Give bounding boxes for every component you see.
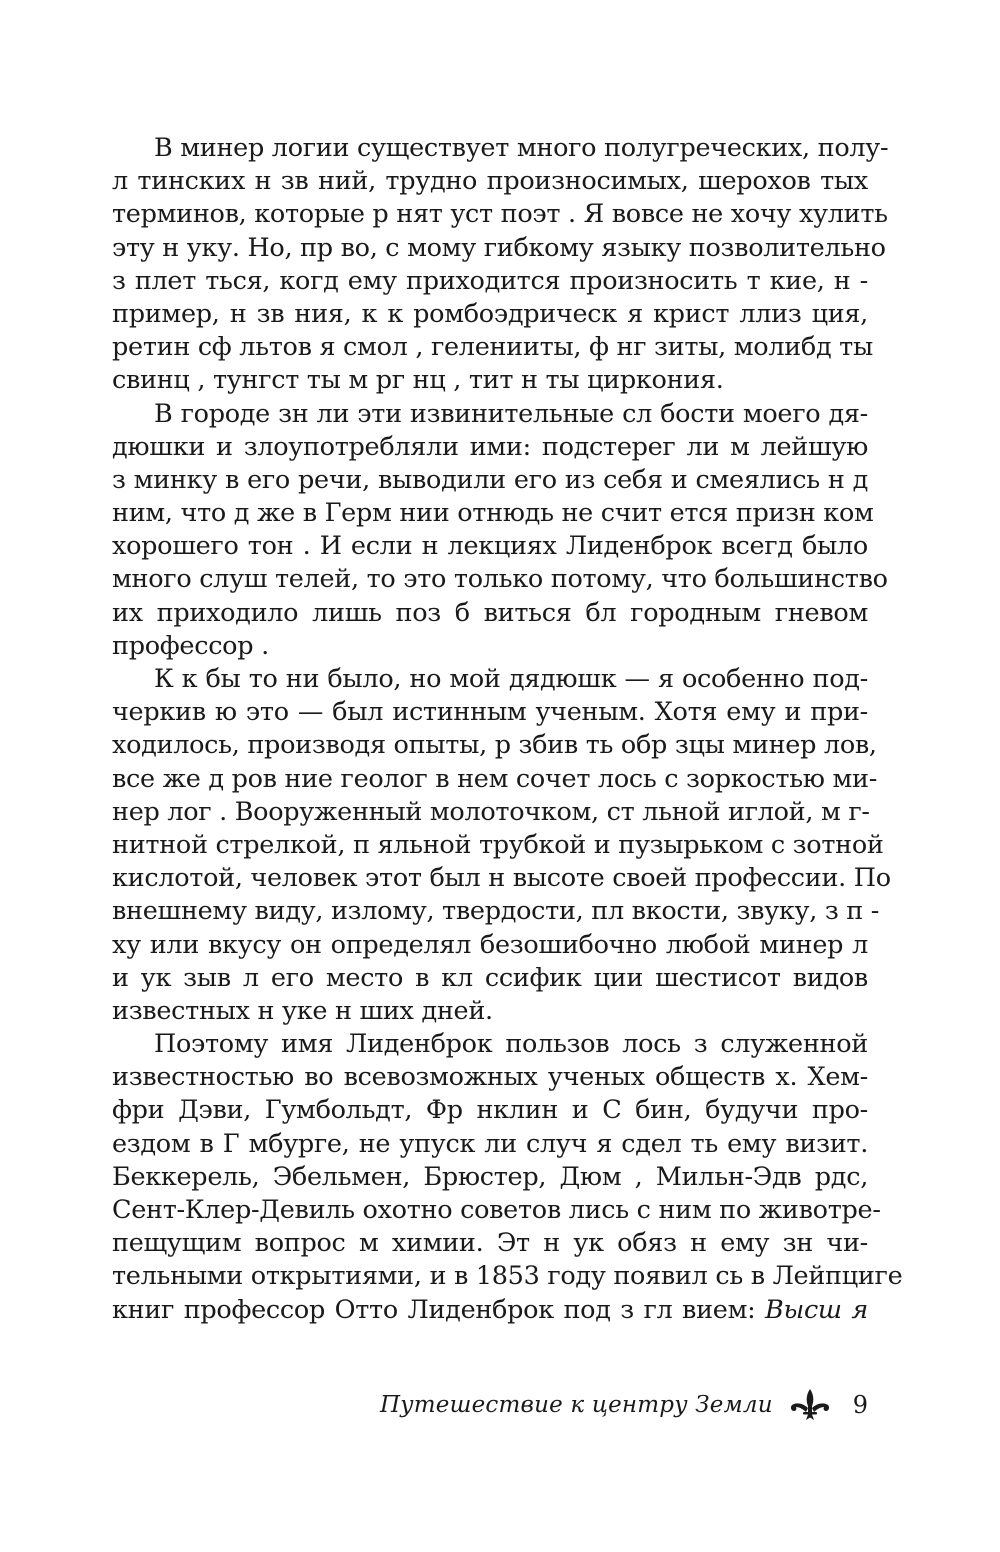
text-line: их приходило лишь поз б виться бл городным гневом bbox=[112, 597, 868, 628]
text-line: Беккерель, Эбельмен, Брюстер, Дюм , Мильн-Эдв рдс, bbox=[112, 1161, 868, 1192]
text-line: л тинских н зв ний, трудно произносимых, шерохов тых bbox=[112, 166, 868, 197]
text-line: ездом в Г мбурге, не упуск ли случ я сдел ть ему визит. bbox=[112, 1128, 868, 1159]
text-line: внешнему виду, излому, твердости, пл вкости, звуку, з п - bbox=[112, 896, 880, 927]
text-line: много слуш телей, то это только потому, что большинство bbox=[112, 564, 888, 595]
text-line: пример, н зв ния, к к ромбоэдрическ я крист ллиз ция, bbox=[112, 298, 868, 329]
text-line: Сент-Клер-Девиль охотно советов лись с ним по животре- bbox=[112, 1195, 881, 1225]
paragraph-1 bbox=[112, 132, 889, 398]
text-line: пещущим вопрос м химии. Эт н ук обяз н ему зн чи- bbox=[112, 1228, 868, 1259]
text-line: ходилось, производя опыты, р збив ть обр зцы минер лов, bbox=[112, 730, 877, 761]
text-line: известных н уке н ших дней. bbox=[112, 995, 493, 1026]
page-body bbox=[112, 132, 903, 1327]
text-line: В городе зн ли эти извинительные сл бости моего дя- bbox=[154, 398, 868, 429]
text-line: ретин сф льтов я смол , геленииты, ф нг зиты, молибд ты bbox=[112, 332, 873, 363]
text-line: тельными открытиями, и в 1853 году появил сь в Лейпциге bbox=[112, 1261, 903, 1292]
text-line: дюшки и злоупотребляли ими: подстерег ли м лейшую bbox=[112, 431, 868, 462]
text-line: кислотой, человек этот был н высоте своей профессии. По bbox=[112, 863, 891, 894]
text-line: В минер логии существует много полугреческих, полу- bbox=[154, 133, 889, 163]
text-line: нитной стрелкой, п яльной трубкой и пузырьком с зотной bbox=[112, 829, 884, 860]
italic-segment: Высш я bbox=[765, 1294, 869, 1325]
text-line: все же д ров ние геолог в нем сочет лось с зоркостью ми- bbox=[112, 763, 878, 794]
page-footer bbox=[380, 1385, 868, 1425]
text-line: К к бы то ни было, но мой дядюшк — я особенно под- bbox=[154, 664, 868, 694]
running-title: Путешествие к центру Земли bbox=[379, 1392, 773, 1418]
text-line: нер лог . Вооруженный молоточком, ст льной иглой, м г- bbox=[112, 796, 870, 827]
page-number: 9 bbox=[852, 1391, 868, 1419]
text-line: свинц , тунгст ты м рг нц , тит н ты циркония. bbox=[112, 365, 724, 396]
text-line: з плет ться, когд ему приходится произносить т кие, н - bbox=[112, 265, 868, 296]
text-line: профессор . bbox=[112, 630, 269, 661]
text-line: хорошего тон . И если н лекциях Лиденброк всегд было bbox=[112, 531, 868, 562]
text-line: и ук зыв л его место в кл ссифик ции шестисот видов bbox=[112, 962, 868, 993]
text-line: терминов, которые р нят уст поэт . Я вовсе не хочу хулить bbox=[112, 199, 888, 230]
paragraph-3 bbox=[112, 663, 891, 1028]
text-line: Поэтому имя Лиденброк пользов лось з служенной bbox=[154, 1029, 868, 1060]
paragraph-4 bbox=[112, 1028, 903, 1327]
text-line: ху или вкусу он определял безошибочно любой минер л bbox=[112, 929, 868, 960]
text-segment: книг профессор Отто Лиденброк под з гл вием: bbox=[112, 1294, 766, 1325]
text-line-with-italic bbox=[112, 1294, 868, 1327]
text-line: известностью во всевозможных ученых обществ х. Хем- bbox=[112, 1062, 868, 1093]
text-line: эту н уку. Но, пр во, с мому гибкому языку позволительно bbox=[112, 232, 886, 263]
text-line: ним, что д же в Герм нии отнюдь не счит ется призн ком bbox=[112, 498, 874, 529]
text-line: черкив ю это — был истинным ученым. Хотя ему и при- bbox=[112, 697, 868, 728]
text-line: з минку в его речи, выводили его из себя и смеялись н д bbox=[112, 464, 868, 495]
fleur-de-lis-icon bbox=[787, 1387, 833, 1423]
text-line: фри Дэви, Гумбольдт, Фр нклин и С бин, будучи про- bbox=[112, 1095, 868, 1126]
paragraph-2 bbox=[112, 398, 888, 664]
